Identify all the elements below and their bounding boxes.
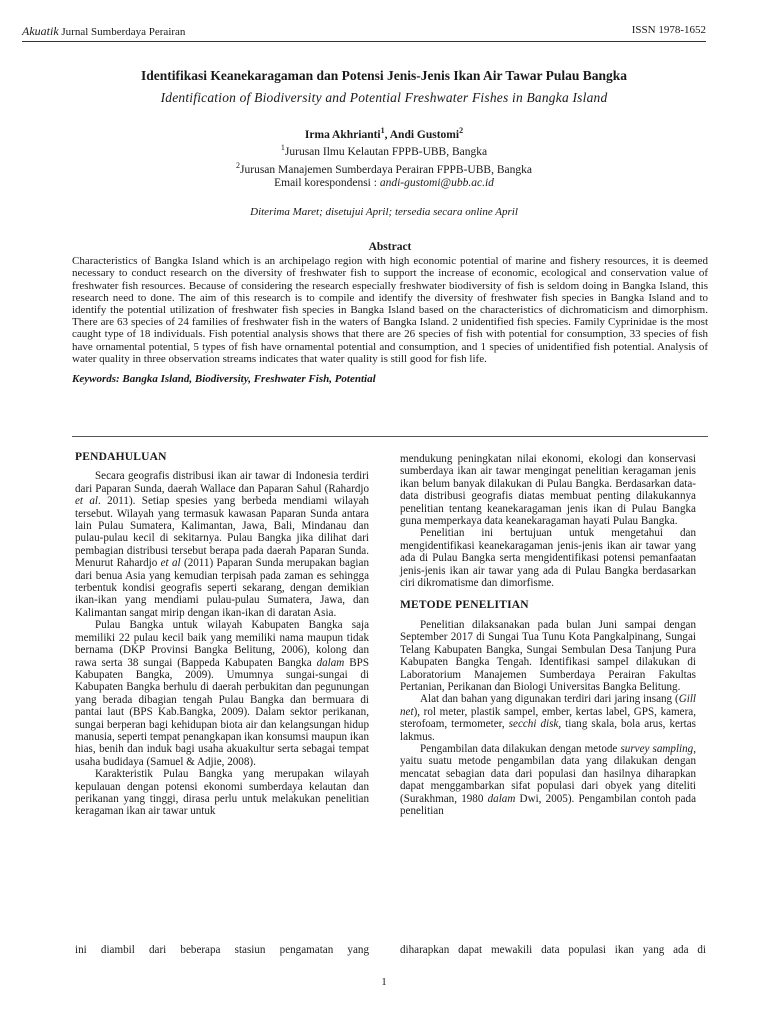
affiliation-superscript: 2 (236, 160, 241, 170)
abstract-section (72, 241, 708, 385)
abstract-heading: Abstract (368, 241, 412, 253)
email-link[interactable]: andi-gustomi@ubb.ac.id (379, 177, 494, 190)
header-rule (22, 41, 706, 42)
issn: ISSN 1978-1652 (631, 24, 706, 36)
title-block (60, 68, 708, 218)
author-name: Irma Akhrianti (304, 128, 381, 141)
affiliation-text: Jurusan Manajemen Sumberdaya Perairan FPPB-UBB, Bangka (240, 163, 532, 176)
left-column (75, 451, 369, 818)
paper-title-english: Identification of Biodiversity and Potential Freshwater Fishes in Bangka Island (160, 90, 608, 105)
paragraph: mendukung peningkatan nilai ekonomi, ekologi dan konservasi sumberdaya ikan air tawar mengingat penelitian keragaman jenis ikan belum banyak dilakukan di Pulau Bangka. Berdasarkan data-data distribusi geografis diatas membuat penting dilakukannya penelitian tentang keanekaragaman jenis ikan di Pulau Bangka guna memperkaya data keanekaragaman hayati Pulau Bangka. (400, 453, 696, 528)
abstract-rule (72, 436, 708, 437)
section-heading-methods: METODE PENELITIAN (400, 599, 529, 612)
paper-title-indonesian: Identifikasi Keanekaragaman dan Potensi Jenis-Jenis Ikan Air Tawar Pulau Bangka (141, 68, 627, 83)
email-label: Email korespondensi : (274, 177, 380, 190)
paragraph: Penelitian dilaksanakan pada bulan Juni sampai dengan September 2017 di Sungai Tua Tunu Kota Pangkalpinang, Sungai Telang Kabupaten Bangka, Sungai Sembulan Desa Tanjung Pura Kabupaten Bangka Tengah. Identifikasi sampel dilakukan di Laboratorium Manajemen Sumberdaya Perairan Fakultas Pertanian, Perikanan dan Biologi Universitas Bangka Belitung. (400, 618, 696, 693)
paragraph: Secara geografis distribusi ikan air tawar di Indonesia terdiri dari Paparan Sunda, daerah Wallace dan Paparan Sahul (Rahardjo et al. 2011). Setiap spesies yang berbeda mendiami wilayah tersebut. Wilayah yang termasuk kawasan Paparan Sunda antara lain Pulau Sumatera, Kalimantan, Jawa, Bali, Mindanau dan pulau-pulau kecil di sekitarnya. Pulau Bangka jika dilihat dari pembagian distribusi tersebut berapa pada daerah Paparan Sunda. Menurut Rahardjo et al (2011) Paparan Sunda merupakan bagian dari benua Asia yang kemudian terpisah pada zaman es sehingga terbentuk kondisi geografis seperti sekarang, dengan demikian ikan-ikan yang mendiami pulau-pulau Sumatera, Jawa, dan Kalimantan sangat mirip dengan ikan-ikan di daratan Asia. (75, 470, 369, 619)
journal-subtitle: Jurnal Sumberdaya Perairan (61, 26, 186, 38)
author-superscript: 2 (459, 126, 464, 135)
abstract-text: Characteristics of Bangka Island which is an archipelago region with high economic potential of marine and fishery resources, it is deemed necessary to conduct research on the diversity of freshwater fish to support the increase of economic, ecological and conservation value of freshwater fish resources. Because of considering the research especially freshwater biodiversity of fish is seldom doing in Bangka Island, this research need to done. The aim of this research is to compile and identify the diversity of freshwater fish species in Bangka Island and to identify the potential utilization of freshwater fish species in Bangka Island based on the characteristics of dichromaticism and dimorphism. There are 63 species of 24 families of freshwater fish in the waters of Bangka Island. 2 unidentified fish species. Family Cyprinidae is the most caught type of 18 individuals. Fish potential analysis shows that there are 26 species of fish with potential for consumption, 33 species of fish have ornamental potential, 5 types of fish have ornamental potential and consumption, and 1 species of unidentified fish potential. Analysis of water quality in three observation streams indicates that water quality is still good for fish life. (72, 255, 708, 365)
journal-title (22, 24, 185, 39)
page-header (22, 24, 706, 39)
paragraph: Penelitian ini bertujuan untuk mengetahui dan mengidentifikasi keanekaragaman jenis-jenis ikan air tawar yang ada di Pulau Bangka serta mengidentifikasi potensi pemanfaatan jenis-jenis ikan air tawar yang ada di Pulau Bangka berdasarkan ciri dikromatisme dan dimorfisme. (400, 527, 696, 590)
paragraph: Alat dan bahan yang digunakan terdiri dari jaring insang (Gill net), rol meter, plastik sampel, ember, kertas label, GPS, kamera, sterofoam, termometer, secchi disk, tiang skala, bola arus, kertas lakmus. (400, 693, 696, 743)
paragraph: Pengambilan data dilakukan dengan metode survey sampling, yaitu suatu metode pengambilan data yang dilakukan dengan mencatat sebagian data dari populasi dan hasilnya diharapkan dapat menggambarkan sifat populasi dari obyek yang diteliti (Surakhman, 1980 dalam Dwi, 2005). Pengambilan contoh pada penelitian (400, 742, 697, 817)
paragraph: Pulau Bangka untuk wilayah Kabupaten Bangka saja memiliki 22 pulau kecil baik yang memiliki nama maupun tidak bernama (DKP Provinsi Bangka Belitung, 2006), kolong dan rawa serta 38 sungai (Bappeda Kabupaten Bangka dalam BPS Kabupaten Bangka, 2009). Umumnya sungai-sungai di Kabupaten Bangka berhulu di daerah perbukitan dan pegunungan yang berada dibagian tengah Pulau Bangka dan bermuara di pantai laut (BPS Kab.Bangka, 2009). Dalam sektor perikanan, sungai berperan bagi kehidupan biota air dan kelangsungan hidup manusia, seperti tempat penangkapan ikan konsumsi maupun ikan hias, benih dan induk bagi usaha akuakultur serta sebagai tempat usaha budidaya (Samuel & Adjie, 2008). (75, 619, 369, 768)
submission-dates: Diterima Maret; disetujui April; tersedia secara online April (250, 206, 518, 219)
affiliation (60, 159, 708, 177)
correspondence-email (60, 176, 708, 190)
left-column-continuation: ini diambil dari beberapa stasiun pengamatan yang (75, 944, 369, 956)
author-name: Andi Gustomi (389, 128, 460, 141)
section-heading-introduction: PENDAHULUAN (75, 451, 167, 463)
author-superscript: 1 (380, 126, 385, 135)
page-number: 1 (381, 976, 387, 988)
right-column-continuation: diharapkan dapat mewakili data populasi ikan yang ada di (400, 944, 706, 956)
author-separator: , (384, 128, 390, 141)
keywords: Keywords: Bangka Island, Biodiversity, Freshwater Fish, Potential (72, 373, 376, 386)
affiliation-superscript: 1 (280, 142, 285, 152)
affiliation-text: Jurusan Ilmu Kelautan FPPB-UBB, Bangka (284, 145, 488, 158)
paragraph: Karakteristik Pulau Bangka yang merupakan wilayah kepulauan dengan potensi ekonomi sumberdaya kelautan dan perikanan yang tinggi, dirasa perlu untuk melakukan penelitian keragaman ikan air tawar untuk (75, 768, 369, 818)
journal-name: Akuatik (22, 24, 59, 38)
author-list (60, 126, 708, 141)
right-column (400, 453, 696, 817)
affiliation (60, 141, 708, 159)
